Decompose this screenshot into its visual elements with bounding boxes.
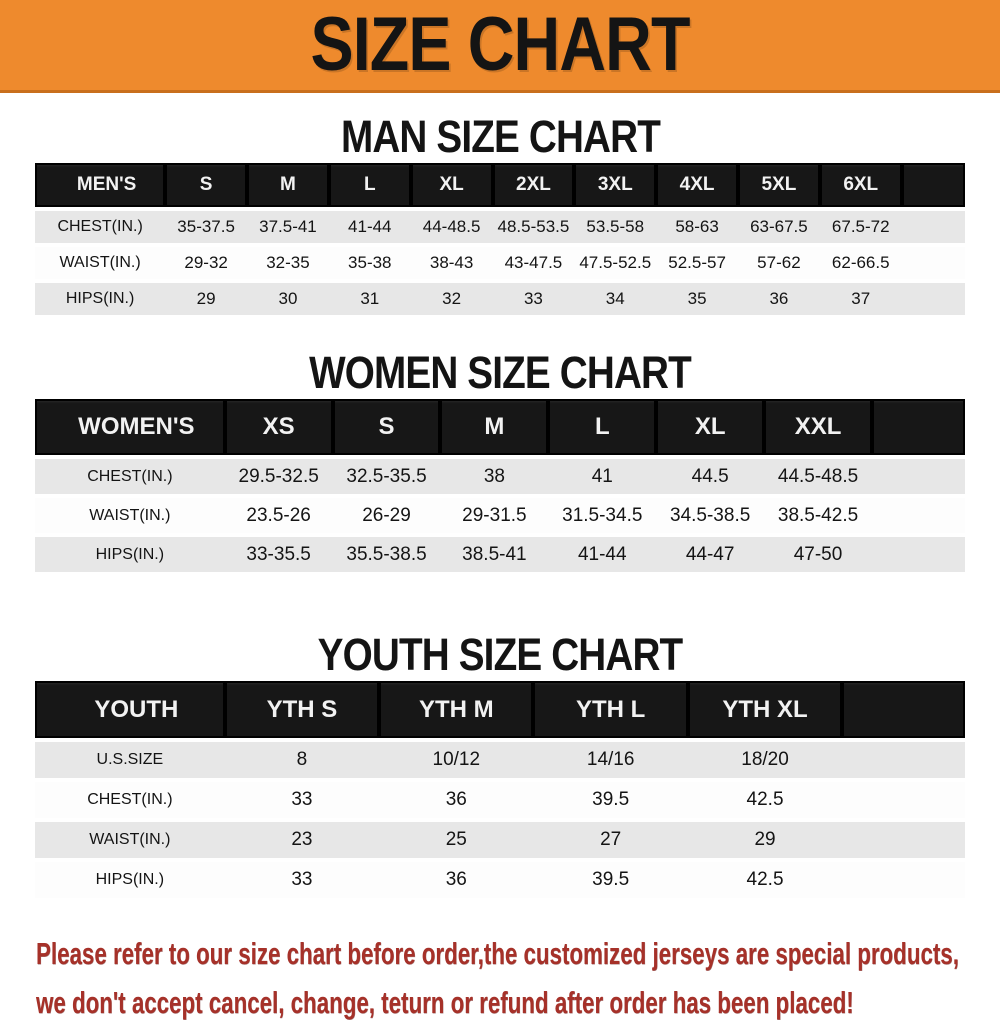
size-column-header: S [165, 163, 247, 207]
men-waist-row [35, 247, 965, 279]
size-cell: 47-50 [764, 537, 872, 572]
size-column-header: L [329, 163, 411, 207]
spacer-cell [842, 862, 965, 898]
size-cell: 44.5 [656, 459, 764, 494]
size-cell: 26-29 [333, 498, 441, 533]
size-cell: 58-63 [656, 211, 738, 243]
women-size-table [35, 395, 965, 576]
size-cell: 35-38 [329, 247, 411, 279]
spacer-cell [872, 537, 965, 572]
spacer-cell [842, 822, 965, 858]
size-cell: 34 [574, 283, 656, 315]
spacer-cell [842, 681, 965, 738]
size-column-header: YTH XL [688, 681, 842, 738]
size-cell: 36 [738, 283, 820, 315]
size-cell: 38 [440, 459, 548, 494]
size-cell: 44-48.5 [411, 211, 493, 243]
size-cell: 38.5-42.5 [764, 498, 872, 533]
men-header-label: MEN'S [35, 163, 165, 207]
size-cell: 32.5-35.5 [333, 459, 441, 494]
women-header-row [35, 399, 965, 455]
row-label: CHEST(IN.) [35, 782, 225, 818]
size-column-header: 2XL [493, 163, 575, 207]
size-column-header: 3XL [574, 163, 656, 207]
size-cell: 36 [379, 862, 533, 898]
spacer-cell [902, 163, 965, 207]
size-cell: 33 [225, 782, 379, 818]
size-cell: 35-37.5 [165, 211, 247, 243]
size-cell: 29-31.5 [440, 498, 548, 533]
size-cell: 37.5-41 [247, 211, 329, 243]
youth-header-row [35, 681, 965, 738]
size-column-header: YTH S [225, 681, 379, 738]
spacer-cell [902, 211, 965, 243]
size-cell: 33 [493, 283, 575, 315]
size-cell: 41 [548, 459, 656, 494]
size-cell: 32-35 [247, 247, 329, 279]
size-cell: 42.5 [688, 862, 842, 898]
size-cell: 29 [688, 822, 842, 858]
size-cell: 29-32 [165, 247, 247, 279]
size-column-header: XS [225, 399, 333, 455]
size-cell: 33-35.5 [225, 537, 333, 572]
size-cell: 35.5-38.5 [333, 537, 441, 572]
size-column-header: 5XL [738, 163, 820, 207]
men-header-row [35, 163, 965, 207]
women-header-label: WOMEN'S [35, 399, 225, 455]
disclaimer-line-1: Please refer to our size chart before order,the customized jerseys are special products, [36, 936, 959, 971]
size-column-header: 6XL [820, 163, 902, 207]
size-cell: 53.5-58 [574, 211, 656, 243]
row-label: HIPS(IN.) [35, 862, 225, 898]
size-cell: 14/16 [533, 742, 687, 778]
size-cell: 41-44 [548, 537, 656, 572]
size-cell: 35 [656, 283, 738, 315]
men-section-title: MAN SIZE CHART [340, 111, 660, 162]
row-label: HIPS(IN.) [35, 283, 165, 315]
size-chart-banner [0, 0, 1000, 93]
size-cell: 39.5 [533, 782, 687, 818]
women-chest-row [35, 459, 965, 494]
size-column-header: XXL [764, 399, 872, 455]
size-cell: 30 [247, 283, 329, 315]
size-cell: 42.5 [688, 782, 842, 818]
size-cell: 39.5 [533, 862, 687, 898]
size-cell: 33 [225, 862, 379, 898]
size-column-header: XL [656, 399, 764, 455]
size-column-header: XL [411, 163, 493, 207]
size-cell: 23 [225, 822, 379, 858]
size-cell: 37 [820, 283, 902, 315]
youth-header-label: YOUTH [35, 681, 225, 738]
youth-waist-row [35, 822, 965, 858]
size-cell: 41-44 [329, 211, 411, 243]
size-cell: 47.5-52.5 [574, 247, 656, 279]
youth-ussize-row [35, 742, 965, 778]
women-waist-row [35, 498, 965, 533]
row-label: WAIST(IN.) [35, 247, 165, 279]
size-cell: 32 [411, 283, 493, 315]
spacer-cell [842, 782, 965, 818]
spacer-cell [902, 247, 965, 279]
size-column-header: L [548, 399, 656, 455]
size-cell: 63-67.5 [738, 211, 820, 243]
row-label: CHEST(IN.) [35, 459, 225, 494]
size-cell: 62-66.5 [820, 247, 902, 279]
men-chest-row [35, 211, 965, 243]
size-cell: 67.5-72 [820, 211, 902, 243]
size-cell: 18/20 [688, 742, 842, 778]
size-cell: 57-62 [738, 247, 820, 279]
youth-hips-row [35, 862, 965, 898]
size-cell: 31.5-34.5 [548, 498, 656, 533]
banner-title: SIZE CHART [310, 2, 690, 87]
size-cell: 29.5-32.5 [225, 459, 333, 494]
size-cell: 43-47.5 [493, 247, 575, 279]
size-column-header: M [440, 399, 548, 455]
row-label: WAIST(IN.) [35, 822, 225, 858]
size-cell: 29 [165, 283, 247, 315]
women-section-title: WOMEN SIZE CHART [309, 347, 691, 398]
youth-chest-row [35, 782, 965, 818]
size-cell: 38.5-41 [440, 537, 548, 572]
size-column-header: M [247, 163, 329, 207]
size-cell: 44-47 [656, 537, 764, 572]
men-hips-row [35, 283, 965, 315]
row-label: WAIST(IN.) [35, 498, 225, 533]
size-cell: 31 [329, 283, 411, 315]
size-cell: 27 [533, 822, 687, 858]
row-label: CHEST(IN.) [35, 211, 165, 243]
spacer-cell [902, 283, 965, 315]
size-cell: 34.5-38.5 [656, 498, 764, 533]
size-cell: 23.5-26 [225, 498, 333, 533]
men-size-table [35, 159, 965, 319]
size-column-header: 4XL [656, 163, 738, 207]
women-hips-row [35, 537, 965, 572]
size-cell: 10/12 [379, 742, 533, 778]
size-column-header: S [333, 399, 441, 455]
size-column-header: YTH L [533, 681, 687, 738]
spacer-cell [872, 459, 965, 494]
youth-size-table [35, 677, 965, 902]
spacer-cell [872, 399, 965, 455]
size-cell: 38-43 [411, 247, 493, 279]
size-cell: 36 [379, 782, 533, 818]
order-disclaimer [36, 932, 1000, 1030]
size-cell: 48.5-53.5 [493, 211, 575, 243]
spacer-cell [872, 498, 965, 533]
size-cell: 25 [379, 822, 533, 858]
youth-section-title: YOUTH SIZE CHART [317, 629, 683, 680]
spacer-cell [842, 742, 965, 778]
size-cell: 8 [225, 742, 379, 778]
row-label: HIPS(IN.) [35, 537, 225, 572]
disclaimer-line-2: we don't accept cancel, change, teturn or refund after order has been placed! [36, 985, 854, 1020]
size-column-header: YTH M [379, 681, 533, 738]
size-cell: 44.5-48.5 [764, 459, 872, 494]
size-cell: 52.5-57 [656, 247, 738, 279]
row-label: U.S.SIZE [35, 742, 225, 778]
